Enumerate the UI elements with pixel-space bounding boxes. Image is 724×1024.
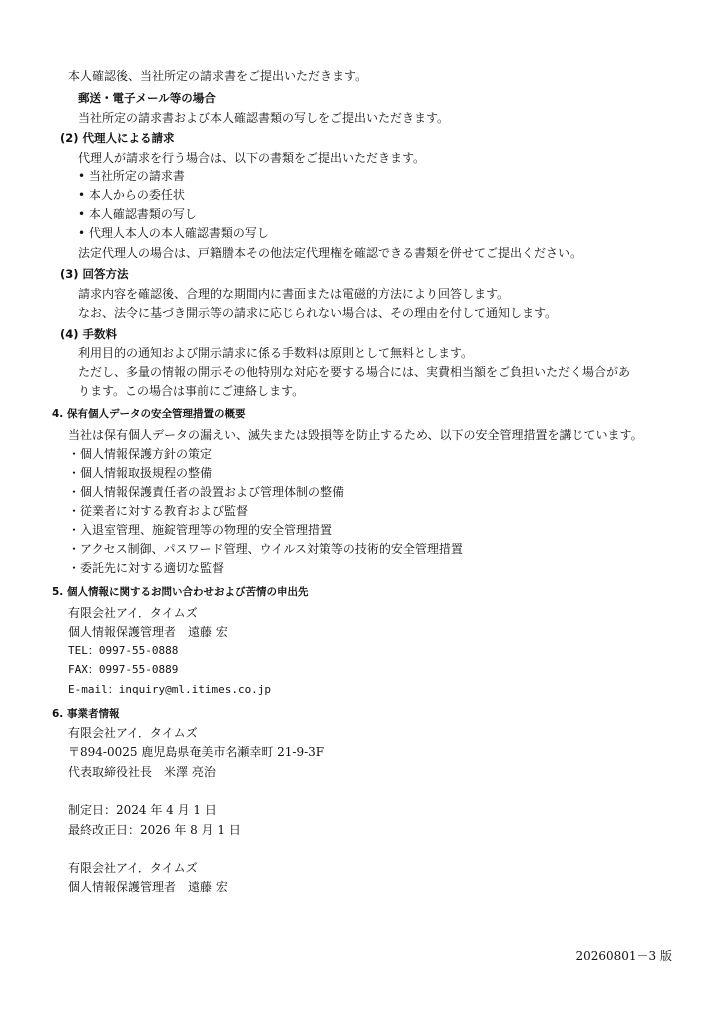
- contact-tel: TEL：0997-55-0888: [68, 644, 179, 657]
- answer-line: なお、法令に基づき開示等の請求に応じられない場合は、その理由を付して通知します。: [78, 306, 558, 320]
- intro-line: 本人確認後、当社所定の請求書をご提出いただきます。: [68, 69, 368, 83]
- section6-heading: 6. 事業者情報: [52, 708, 120, 720]
- signature-manager: 個人情報保護管理者 遠藤 宏: [68, 880, 228, 894]
- mail-text: 当社所定の請求書および本人確認書類の写しをご提出いただきます。: [78, 111, 450, 125]
- business-ceo: 代表取締役社長 米澤 亮治: [68, 765, 216, 779]
- section5-heading: 5. 個人情報に関するお問い合わせおよび苦情の申出先: [52, 586, 309, 598]
- version-label: 20260801－3 版: [575, 949, 672, 963]
- measure-item: ・従業者に対する教育および監督: [68, 504, 249, 518]
- agent-heading: (2) 代理人による請求: [60, 131, 175, 145]
- business-company: 有限会社アイ．タイムズ: [68, 726, 198, 740]
- measure-item: ・入退室管理、施錠管理等の物理的安全管理措置: [68, 523, 333, 537]
- contact-fax: FAX：0997-55-0889: [68, 663, 179, 676]
- revised-date: 最終改正日：2026 年 8 月 1 日: [68, 823, 241, 837]
- answer-heading: (3) 回答方法: [60, 267, 129, 281]
- contact-manager: 個人情報保護管理者 遠藤 宏: [68, 625, 228, 639]
- fee-line: ります。この場合は事前にご連絡します。: [78, 384, 305, 398]
- established-date: 制定日：2024 年 4 月 1 日: [68, 803, 217, 817]
- measure-item: ・個人情報取扱規程の整備: [68, 466, 213, 480]
- fee-heading: (4) 手数料: [60, 327, 118, 341]
- measure-item: ・個人情報保護責任者の設置および管理体制の整備: [68, 485, 345, 499]
- answer-line: 請求内容を確認後、合理的な期間内に書面または電磁的方法により回答します。: [78, 287, 510, 301]
- section4-heading: 4. 保有個人データの安全管理措置の概要: [52, 408, 246, 420]
- measure-item: ・個人情報保護方針の策定: [68, 447, 213, 461]
- section4-text: 当社は保有個人データの漏えい、滅失または毀損等を防止するため、以下の安全管理措置を講じています。: [68, 428, 643, 442]
- agent-note: 法定代理人の場合は、戸籍謄本その他法定代理権を確認できる書類を併せてご提出ください。: [78, 246, 583, 260]
- fee-line: ただし、多量の情報の開示その他特別な対応を要する場合には、実費相当額をご負担いただく場合があ: [78, 365, 631, 379]
- mail-heading: 郵送・電子メール等の場合: [78, 91, 216, 105]
- contact-email: E-mail：inquiry@ml.itimes.co.jp: [68, 683, 272, 696]
- measure-item: ・委託先に対する適切な監督: [68, 561, 225, 575]
- contact-company: 有限会社アイ．タイムズ: [68, 606, 198, 620]
- agent-item: • 代理人本人の本人確認書類の写し: [78, 226, 269, 240]
- agent-item: • 本人確認書類の写し: [78, 207, 197, 221]
- measure-item: ・アクセス制御、パスワード管理、ウイルス対策等の技術的安全管理措置: [68, 542, 463, 556]
- agent-text: 代理人が請求を行う場合は、以下の書類をご提出いただきます。: [78, 151, 426, 165]
- agent-item: • 当社所定の請求書: [78, 169, 185, 183]
- fee-line: 利用目的の通知および開示請求に係る手数料は原則として無料とします。: [78, 346, 474, 360]
- signature-company: 有限会社アイ．タイムズ: [68, 861, 198, 875]
- business-address: 〒894-0025 鹿児島県奄美市名瀬幸町 21-9-3F: [68, 745, 325, 759]
- agent-item: • 本人からの委任状: [78, 188, 185, 202]
